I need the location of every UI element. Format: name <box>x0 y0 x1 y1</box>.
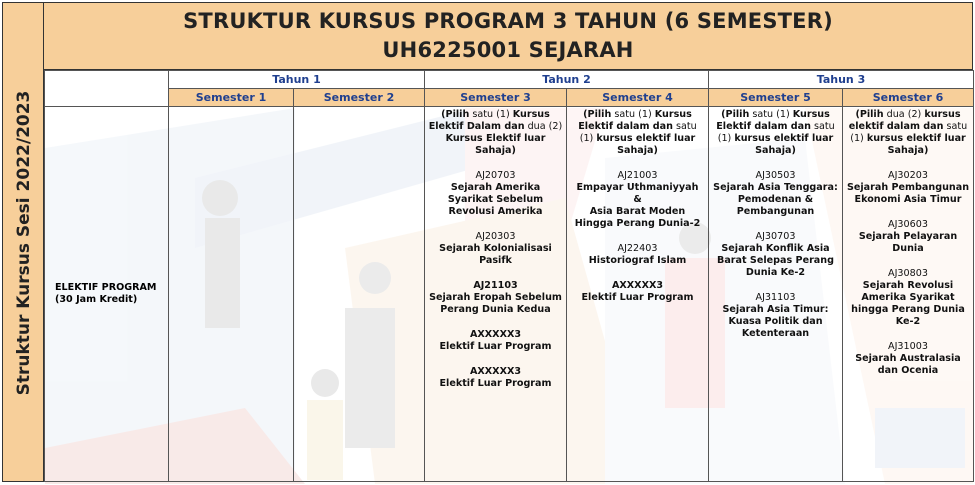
row-label-cell <box>45 107 169 482</box>
course-name: Sejarah Konflik Asia Barat Selepas Perang Dunia Ke-2 <box>717 243 834 278</box>
year-1-header: Tahun 1 <box>169 71 425 89</box>
selection-note: (Pilih satu (1) Kursus Elektif dalam dan satu (1) kursus elektif luar Sahaja) <box>716 109 835 156</box>
course-code: AJ30503 <box>755 170 796 181</box>
course-name: Sejarah Australasia dan Ocenia <box>855 353 961 376</box>
semester-4-cell <box>567 107 709 482</box>
course-name: Sejarah Pembangunan Ekonomi Asia Timur <box>846 182 970 205</box>
course-item <box>846 268 970 328</box>
row-label-credits: (30 Jam Kredit) <box>55 294 138 305</box>
course-code: AJ31103 <box>755 292 796 303</box>
blank-header-cell <box>45 71 169 107</box>
course-item <box>846 341 970 377</box>
row-label-title: ELEKTIF PROGRAM <box>55 282 157 293</box>
course-code: AJ30203 <box>888 170 928 181</box>
session-label: Struktur Kursus Sesi 2022/2023 <box>14 90 34 396</box>
course-item <box>846 219 970 255</box>
semester-6-header: Semester 6 <box>843 89 974 107</box>
course-code: AJ30703 <box>755 231 796 242</box>
selection-note: (Pilih satu (1) Kursus Elektif dalam dan satu (1) kursus elektif luar Sahaja) <box>578 109 697 156</box>
course-code: AXXXXX3 <box>469 366 522 377</box>
program-code-title: UH6225001 SEJARAH <box>382 38 634 62</box>
year-3-header: Tahun 3 <box>709 71 974 89</box>
course-item <box>428 329 563 353</box>
course-name: Elektif Luar Program <box>581 292 694 303</box>
course-item <box>428 170 563 218</box>
course-item <box>570 243 705 267</box>
course-item <box>712 170 839 218</box>
course-name: Elektif Luar Program <box>439 341 552 352</box>
course-name: Sejarah Asia Timur: Kuasa Politik dan Ketenteraan <box>722 304 829 339</box>
year-header-row <box>45 71 974 89</box>
course-name: Sejarah Eropah Sebelum Perang Dunia Kedua <box>429 292 562 315</box>
title-header <box>44 2 973 70</box>
course-item <box>428 280 563 316</box>
course-item <box>846 170 970 206</box>
course-name: Elektif Luar Program <box>439 378 552 389</box>
semester-2-cell <box>294 107 425 482</box>
course-code: AJ22403 <box>617 243 658 254</box>
course-item <box>570 280 705 304</box>
course-name: Sejarah Amerika Syarikat Sebelum Revolusi Amerika <box>447 182 544 217</box>
course-name: Sejarah Pelayaran Dunia <box>858 231 958 254</box>
course-name: Sejarah Kolonialisasi Pasifk <box>439 243 552 266</box>
course-name: Sejarah Asia Tenggara: Pemodenan & Pembangunan <box>713 182 838 217</box>
semester-1-header: Semester 1 <box>169 89 294 107</box>
semester-4-header: Semester 4 <box>567 89 709 107</box>
semester-3-cell <box>425 107 567 482</box>
course-code: AXXXXX3 <box>469 329 522 340</box>
semester-header-row <box>45 89 974 107</box>
course-item <box>712 231 839 279</box>
course-item <box>570 170 705 230</box>
semester-3-header: Semester 3 <box>425 89 567 107</box>
course-code: AJ20303 <box>475 231 516 242</box>
course-code: AJ21103 <box>473 280 518 291</box>
course-code: AJ30603 <box>888 219 928 230</box>
course-code: AJ20703 <box>475 170 516 181</box>
year-2-header: Tahun 2 <box>425 71 709 89</box>
semester-5-header: Semester 5 <box>709 89 843 107</box>
course-item <box>428 231 563 267</box>
course-name: Asia Barat Moden Hingga Perang Dunia-2 <box>574 206 701 229</box>
page-title: STRUKTUR KURSUS PROGRAM 3 TAHUN (6 SEMESTER) <box>183 9 833 33</box>
course-name: Empayar Uthmaniyyah <box>576 182 699 193</box>
course-structure-table <box>44 70 974 482</box>
course-code: AJ21003 <box>617 170 658 181</box>
side-band <box>2 2 44 482</box>
semester-5-cell <box>709 107 843 482</box>
course-code: AXXXXX3 <box>611 280 664 291</box>
semester-6-cell <box>843 107 974 482</box>
course-ampersand: & <box>633 194 642 205</box>
course-name: Sejarah Revolusi Amerika Syarikat hingga Perang Dunia Ke-2 <box>851 280 965 327</box>
course-code: AJ31003 <box>888 341 928 352</box>
course-name: Historiograf Islam <box>588 255 687 266</box>
semester-1-cell <box>169 107 294 482</box>
course-item <box>428 366 563 390</box>
course-code: AJ30803 <box>888 268 928 279</box>
selection-note: (Pilih dua (2) kursus elektif dalam dan satu (1) kursus elektif luar Sahaja) <box>848 109 968 156</box>
selection-note: (Pilih satu (1) Kursus Elektif Dalam dan dua (2) Kursus Elektif luar Sahaja) <box>428 109 563 156</box>
course-item <box>712 292 839 340</box>
semester-2-header: Semester 2 <box>294 89 425 107</box>
elective-program-row <box>45 107 974 482</box>
